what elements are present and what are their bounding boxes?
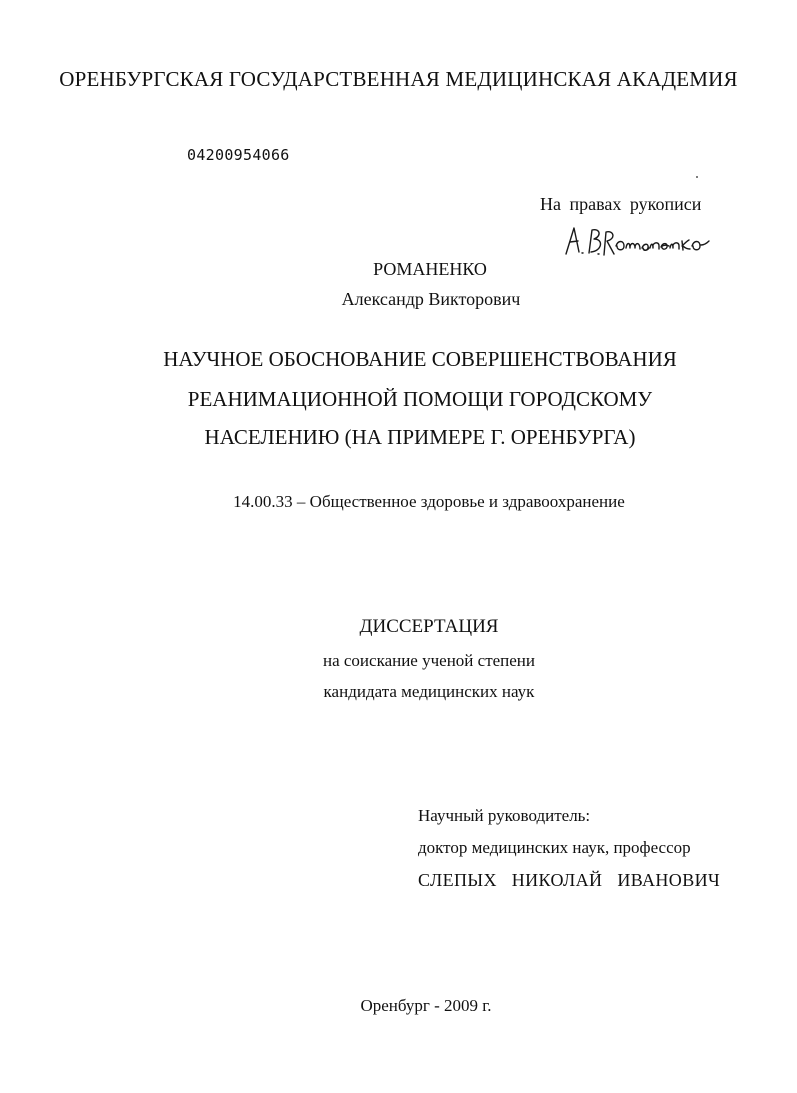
advisor-name: СЛЕПЫХ НИКОЛАЙ ИВАНОВИЧ — [418, 870, 721, 890]
author-surname: РОМАНЕНКО — [373, 259, 487, 279]
manuscript-rights-label: На правах рукописи — [540, 194, 702, 214]
place-and-year: Оренбург - 2009 г. — [360, 996, 492, 1015]
dissertation-title-line: НАУЧНОЕ ОБОСНОВАНИЕ СОВЕРШЕНСТВОВАНИЯ — [163, 347, 677, 371]
handwritten-signature — [562, 224, 712, 260]
institution-heading: ОРЕНБУРГСКАЯ ГОСУДАРСТВЕННАЯ МЕДИЦИНСКАЯ АКАДЕМИЯ — [59, 67, 738, 91]
scan-speck — [696, 176, 698, 178]
specialty-code: 14.00.33 – Общественное здоровье и здравоохранение — [233, 492, 625, 511]
degree-name: кандидата медицинских наук — [323, 682, 535, 701]
dissertation-title-line: РЕАНИМАЦИОННОЙ ПОМОЩИ ГОРОДСКОМУ — [187, 387, 653, 411]
advisor-degree: доктор медицинских наук, профессор — [418, 838, 691, 857]
author-given-names: Александр Викторович — [341, 289, 521, 309]
advisor-label: Научный руководитель: — [418, 806, 591, 825]
dissertation-title-line: НАСЕЛЕНИЮ (НА ПРИМЕРЕ Г. ОРЕНБУРГА) — [204, 425, 636, 449]
degree-purpose: на соискание ученой степени — [322, 651, 536, 670]
inventory-number: 04200954066 — [187, 146, 290, 164]
document-type: ДИССЕРТАЦИЯ — [359, 616, 499, 637]
